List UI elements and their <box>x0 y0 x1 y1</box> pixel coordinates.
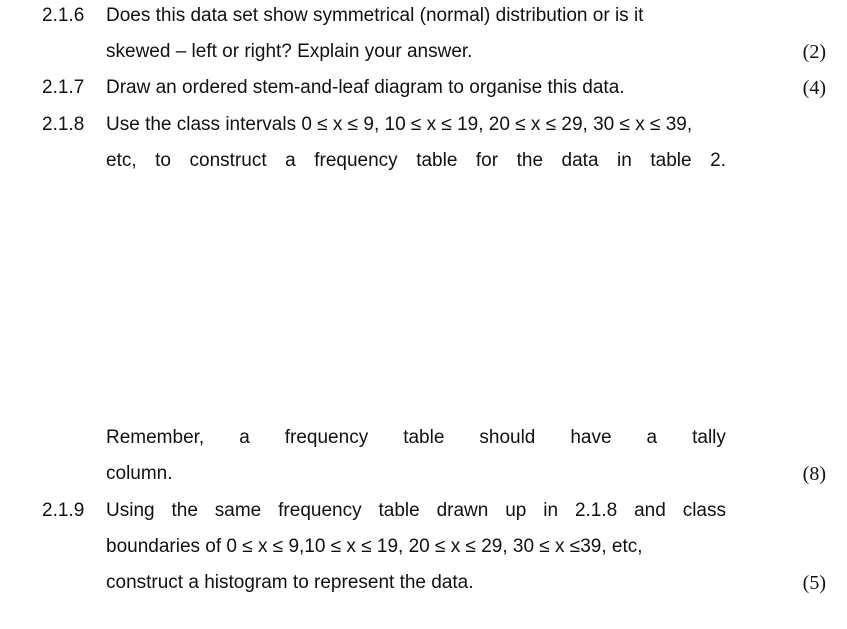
q217-marks: (4) <box>802 77 826 99</box>
word: to <box>155 150 171 171</box>
word: table <box>378 500 420 521</box>
word: class <box>682 500 726 521</box>
word: the <box>171 500 198 521</box>
word: table <box>416 150 458 171</box>
q216-line-2 <box>0 38 847 66</box>
q217-number: 2.1.7 <box>42 77 85 98</box>
word: a <box>285 150 296 171</box>
word: table <box>403 427 445 448</box>
word: for <box>475 150 499 171</box>
q216-text-1: Does this data set show symmetrical (normal) distribution or is it <box>106 5 644 26</box>
word: etc, <box>106 150 137 171</box>
word: frequency <box>284 427 369 448</box>
q218-text-2 <box>106 147 726 175</box>
q219-line-3 <box>0 569 847 597</box>
q218-marks: (8) <box>802 463 826 485</box>
q219-text-1 <box>106 497 726 525</box>
q219-line-2 <box>0 533 847 561</box>
q216-number: 2.1.6 <box>42 5 85 26</box>
q219-line-1 <box>0 497 847 525</box>
q219-marks: (5) <box>802 572 826 594</box>
q216-text-2: skewed – left or right? Explain your answer. <box>106 41 473 62</box>
word: frequency <box>314 150 398 171</box>
q218-line-4 <box>0 460 847 488</box>
word: should <box>479 427 536 448</box>
q219-number: 2.1.9 <box>42 500 85 521</box>
q218-number: 2.1.8 <box>42 114 85 135</box>
q216-line-1 <box>0 2 847 30</box>
word: construct <box>189 150 267 171</box>
word: frequency <box>278 500 362 521</box>
q218-text-3 <box>106 424 726 452</box>
word: 2.1.8 <box>574 500 618 521</box>
q218-line-2 <box>0 147 847 175</box>
word: up <box>505 500 527 521</box>
word: and <box>634 500 666 521</box>
word: a <box>646 427 658 448</box>
q219-text-2: boundaries of 0 ≤ x ≤ 9,10 ≤ x ≤ 19, 20 ≤ x ≤ 29, 30 ≤ x ≤39, etc, <box>106 536 643 557</box>
word: in <box>543 500 559 521</box>
word: Remember, <box>106 427 205 448</box>
word: same <box>214 500 262 521</box>
q217-line-1 <box>0 74 847 102</box>
word: data <box>561 150 599 171</box>
word: the <box>516 150 544 171</box>
q219-text-3: construct a histogram to represent the data. <box>106 572 474 593</box>
q216-marks: (2) <box>802 41 826 63</box>
word: tally <box>692 427 726 448</box>
q218-text-1: Use the class intervals 0 ≤ x ≤ 9, 10 ≤ x ≤ 19, 20 ≤ x ≤ 29, 30 ≤ x ≤ 39, <box>106 114 693 135</box>
word: table <box>650 150 692 171</box>
word: have <box>570 427 612 448</box>
q217-text-1: Draw an ordered stem-and-leaf diagram to organise this data. <box>106 77 625 98</box>
q218-text-4: column. <box>106 463 173 484</box>
q218-line-1 <box>0 111 847 139</box>
word: Using <box>106 500 155 521</box>
q218-line-3 <box>0 424 847 452</box>
word: a <box>239 427 250 448</box>
word: drawn <box>436 500 489 521</box>
word: 2. <box>710 150 726 171</box>
word: in <box>617 150 632 171</box>
